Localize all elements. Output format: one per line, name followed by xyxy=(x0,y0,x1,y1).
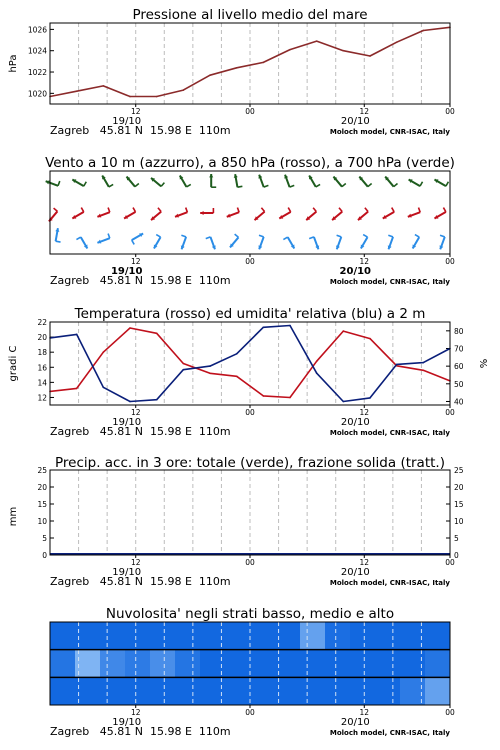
cloud-cell xyxy=(300,677,325,705)
cloud-cell xyxy=(325,677,350,705)
y2-tick-label: 40 xyxy=(454,397,464,407)
data-point xyxy=(129,401,131,403)
cloud-cell xyxy=(50,622,75,650)
data-point xyxy=(156,96,158,98)
y2-tick-label: 15 xyxy=(454,500,464,509)
wind-barb xyxy=(76,237,87,248)
barb-feather xyxy=(84,182,87,186)
barb-feather xyxy=(108,208,110,213)
wind-barb xyxy=(279,208,290,219)
barb-feather xyxy=(235,234,239,237)
wind-barb xyxy=(72,208,83,219)
data-point xyxy=(316,372,318,374)
wind-barb xyxy=(359,177,371,187)
wind-barb xyxy=(55,228,60,242)
barb-feather xyxy=(440,235,445,237)
wind-barb xyxy=(72,179,86,186)
date-label: 20/10 xyxy=(339,266,372,277)
cloud-cell xyxy=(125,650,150,678)
panel-5 xyxy=(50,606,455,738)
y2-tick-label: 20 xyxy=(454,483,464,492)
data-point xyxy=(103,387,105,389)
barb-feather xyxy=(237,186,242,187)
y-tick-label: 12 xyxy=(37,393,47,403)
panel-title: Temperatura (rosso) ed umidita' relativa (blu) a 2 m xyxy=(74,306,426,322)
cloud-cell xyxy=(150,622,175,650)
x-tick-label: 00 xyxy=(445,708,455,717)
data-point xyxy=(103,85,105,87)
wind-barb xyxy=(97,208,109,218)
barb-feather xyxy=(283,237,287,240)
barb-feather xyxy=(288,208,291,212)
wind-barb xyxy=(97,234,109,244)
date-label: 20/10 xyxy=(340,116,370,127)
barb-feather xyxy=(420,182,423,186)
model-credit: Moloch model, CNR-ISAC, Italy xyxy=(329,128,450,136)
cloud-cell xyxy=(350,650,375,678)
x-tick-label: 12 xyxy=(359,708,370,717)
wind-barb xyxy=(309,237,319,249)
y-tick-label: 18 xyxy=(37,348,47,358)
data-point xyxy=(263,62,265,64)
data-point xyxy=(236,353,238,355)
panel-3 xyxy=(8,306,490,438)
cloud-cell xyxy=(100,650,125,678)
date-label: 19/10 xyxy=(112,717,142,728)
y2-tick-label: 10 xyxy=(454,517,464,526)
wind-barb xyxy=(154,235,161,249)
x-tick-label: 12 xyxy=(130,257,141,266)
barb-feather xyxy=(290,185,295,187)
panel-title: Pressione al livello medio del mare xyxy=(132,7,368,23)
y2-tick-label: 70 xyxy=(454,344,464,354)
wind-barb xyxy=(434,179,448,186)
barb-feather xyxy=(158,208,161,212)
x-tick-label: 00 xyxy=(245,558,255,567)
data-point xyxy=(209,373,211,375)
cloud-cell xyxy=(325,650,350,678)
model-credit: Moloch model, CNR-ISAC, Italy xyxy=(329,278,450,286)
x-tick-label: 12 xyxy=(359,558,370,567)
y-tick-label: 22 xyxy=(37,318,47,327)
y-tick-label: 1024 xyxy=(27,46,47,56)
barb-head xyxy=(200,211,203,215)
data-point xyxy=(316,360,318,362)
wind-barb xyxy=(283,237,294,248)
wind-barb xyxy=(258,235,263,249)
barb-feather xyxy=(363,235,367,238)
barb-feather xyxy=(342,183,346,186)
wind-barb xyxy=(434,208,445,219)
wind-barb xyxy=(333,177,345,187)
model-credit: Moloch model, CNR-ISAC, Italy xyxy=(329,429,450,437)
cloud-cell xyxy=(125,622,150,650)
wind-barb xyxy=(124,208,135,219)
wind-barb xyxy=(175,208,187,218)
wind-barb xyxy=(102,175,113,186)
y-tick-label: 5 xyxy=(42,534,47,543)
location-label: Zagreb 45.81 N 15.98 E 110m xyxy=(50,124,231,137)
data-point xyxy=(236,67,238,69)
cloud-cell xyxy=(225,677,250,705)
barb-feather xyxy=(156,235,160,238)
barb-feather xyxy=(132,240,135,244)
wind-barb xyxy=(388,235,393,249)
data-point xyxy=(76,388,78,390)
wind-barb xyxy=(306,208,316,220)
cloud-cell xyxy=(250,677,275,705)
cloud-cell xyxy=(425,650,450,678)
cloud-cell xyxy=(300,650,325,678)
y-tick-label: 16 xyxy=(37,363,47,373)
wind-barb xyxy=(255,208,265,220)
model-credit: Moloch model, CNR-ISAC, Italy xyxy=(329,579,450,587)
barb-head xyxy=(209,174,213,177)
model-credit: Moloch model, CNR-ISAC, Italy xyxy=(329,729,450,737)
data-point xyxy=(423,369,425,371)
cloud-cell xyxy=(375,650,400,678)
data-point xyxy=(343,401,345,403)
data-point xyxy=(156,333,158,335)
location-label: Zagreb 45.81 N 15.98 E 110m xyxy=(50,575,231,588)
cloud-cell xyxy=(50,650,75,678)
y2-tick-label: 25 xyxy=(454,466,464,475)
panel-4 xyxy=(8,455,464,588)
cloud-cell xyxy=(150,677,175,705)
panel-title: Nuvolosita' negli strati basso, medio e alto xyxy=(105,606,395,622)
data-point xyxy=(423,362,425,364)
x-tick-label: 12 xyxy=(130,708,141,717)
cloud-cell xyxy=(250,650,275,678)
cloud-cell xyxy=(50,677,75,705)
cloud-cell xyxy=(350,677,375,705)
wind-barb xyxy=(46,180,60,185)
wind-barb xyxy=(361,235,368,249)
barb-feather xyxy=(365,208,368,212)
y-tick-label: 20 xyxy=(37,333,47,343)
panel-title: Vento a 10 m (azzurro), a 850 hPa (rosso), a 700 hPa (verde) xyxy=(45,155,455,171)
barb-feather xyxy=(309,237,314,239)
wind-barb xyxy=(151,178,164,186)
barb-feather xyxy=(54,208,58,211)
barb-feather xyxy=(108,234,110,239)
y-tick-label: 1026 xyxy=(27,25,47,35)
data-point xyxy=(129,327,131,329)
data-point xyxy=(103,351,105,353)
data-point xyxy=(209,365,211,367)
wind-barb xyxy=(336,235,341,249)
y2-axis-label: % xyxy=(479,358,490,369)
data-point xyxy=(183,89,185,91)
data-point xyxy=(263,395,265,397)
data-point xyxy=(289,325,291,327)
wind-barb xyxy=(206,237,216,249)
cloud-cell xyxy=(175,622,200,650)
x-tick-label: 00 xyxy=(445,558,455,567)
wind-barb xyxy=(180,175,191,186)
cloud-cell xyxy=(300,622,325,650)
barb-feather xyxy=(392,208,395,212)
cloud-cell xyxy=(375,677,400,705)
cloud-cell xyxy=(100,622,125,650)
location-label: Zagreb 45.81 N 15.98 E 110m xyxy=(50,274,231,287)
wind-barb xyxy=(132,233,143,244)
wind-barb xyxy=(332,208,342,220)
data-point xyxy=(76,90,78,92)
data-point xyxy=(129,96,131,98)
y-axis-label: gradi C xyxy=(8,345,19,382)
data-point xyxy=(289,49,291,51)
data-point xyxy=(369,338,371,340)
data-point xyxy=(209,74,211,76)
barb-feather xyxy=(133,208,136,212)
y-tick-label: 0 xyxy=(42,551,47,560)
cloud-cell xyxy=(175,650,200,678)
x-tick-label: 00 xyxy=(245,107,255,116)
y-tick-label: 20 xyxy=(37,483,47,492)
barb-feather xyxy=(81,208,84,212)
location-label: Zagreb 45.81 N 15.98 E 110m xyxy=(50,425,231,438)
cloud-cell xyxy=(350,622,375,650)
cloud-cell xyxy=(425,677,450,705)
barb-feather xyxy=(206,237,211,239)
x-tick-label: 12 xyxy=(359,257,370,266)
x-tick-label: 00 xyxy=(245,257,255,266)
wind-barb xyxy=(284,175,294,187)
barb-feather xyxy=(237,208,239,213)
plot-frame xyxy=(50,23,450,104)
barb-feather xyxy=(135,183,139,186)
wind-barb xyxy=(181,235,186,249)
barb-feather xyxy=(339,208,342,212)
cloud-cell xyxy=(325,622,350,650)
barb-feather xyxy=(415,235,419,238)
barb-feather xyxy=(58,181,60,186)
cloud-cell xyxy=(125,677,150,705)
wind-barb xyxy=(385,177,397,187)
wind-barb xyxy=(413,235,420,249)
wind-barb xyxy=(234,174,243,187)
barb-feather xyxy=(56,241,61,242)
y2-tick-label: 60 xyxy=(454,362,464,372)
x-tick-label: 00 xyxy=(445,257,455,266)
y-tick-label: 1020 xyxy=(27,89,47,99)
wind-barb xyxy=(309,175,320,186)
y-axis-label: mm xyxy=(8,506,19,527)
cloud-cell xyxy=(375,622,400,650)
wind-barb xyxy=(209,174,216,187)
data-point xyxy=(289,397,291,399)
barb-feather xyxy=(443,208,446,212)
location-label: Zagreb 45.81 N 15.98 E 110m xyxy=(50,725,231,738)
date-label: 19/10 xyxy=(110,266,143,277)
cloud-cell xyxy=(250,622,275,650)
data-point xyxy=(369,55,371,57)
data-point xyxy=(183,363,185,365)
data-point xyxy=(396,41,398,43)
x-tick-label: 00 xyxy=(245,408,255,417)
y2-tick-label: 80 xyxy=(454,326,464,336)
data-point xyxy=(156,399,158,401)
wind-barb xyxy=(409,179,423,186)
data-point xyxy=(396,364,398,366)
cloud-cell xyxy=(100,677,125,705)
y2-tick-label: 5 xyxy=(454,534,459,543)
wind-barb xyxy=(408,208,420,218)
barb-feather xyxy=(446,182,449,186)
data-point xyxy=(369,397,371,399)
y-tick-label: 1022 xyxy=(27,68,47,78)
date-label: 20/10 xyxy=(340,567,370,578)
x-tick-label: 00 xyxy=(445,408,455,417)
y-tick-label: 14 xyxy=(37,378,47,388)
cloud-cell xyxy=(225,622,250,650)
wind-barb xyxy=(227,208,239,218)
y-axis-label: hPa xyxy=(8,54,19,73)
barb-feather xyxy=(368,183,372,186)
barb-feather xyxy=(259,235,264,237)
barb-feather xyxy=(418,208,420,213)
barb-feather xyxy=(313,208,316,212)
panel-title: Precip. acc. in 3 ore: totale (verde), frazione solida (tratt.) xyxy=(55,455,445,471)
data-point xyxy=(343,50,345,52)
cloud-cell xyxy=(425,622,450,650)
cloud-cell xyxy=(225,650,250,678)
barb-feather xyxy=(261,208,264,212)
date-label: 20/10 xyxy=(340,417,370,428)
y2-tick-label: 0 xyxy=(454,551,459,560)
x-tick-label: 12 xyxy=(359,107,370,116)
wind-barb xyxy=(230,234,238,247)
wind-barb xyxy=(383,208,394,219)
x-tick-label: 12 xyxy=(130,558,141,567)
barb-feather xyxy=(394,183,398,186)
barb-feather xyxy=(76,237,80,240)
data-point xyxy=(76,334,78,336)
data-point xyxy=(236,376,238,378)
panel-1 xyxy=(8,7,455,137)
panel-2 xyxy=(45,155,455,287)
barb-feather xyxy=(264,185,269,187)
barb-feather xyxy=(186,184,190,187)
wind-barb xyxy=(127,177,139,187)
date-label: 19/10 xyxy=(112,417,142,428)
date-label: 19/10 xyxy=(112,116,142,127)
y-tick-label: 15 xyxy=(37,500,47,509)
y-tick-label: 10 xyxy=(37,517,47,526)
x-tick-label: 00 xyxy=(245,708,255,717)
barb-feather xyxy=(316,184,320,187)
barb-feather xyxy=(109,184,113,187)
data-point xyxy=(316,40,318,42)
wind-barb xyxy=(439,235,444,249)
data-point xyxy=(263,326,265,328)
x-tick-label: 12 xyxy=(130,107,141,116)
barb-feather xyxy=(186,208,188,213)
data-point xyxy=(423,30,425,32)
wind-barb xyxy=(258,175,268,187)
wind-barb xyxy=(200,208,213,215)
date-label: 20/10 xyxy=(340,717,370,728)
y2-tick-label: 50 xyxy=(454,379,464,389)
date-label: 19/10 xyxy=(112,567,142,578)
barb-feather xyxy=(337,235,342,237)
data-point xyxy=(183,369,185,371)
wind-barb xyxy=(358,208,368,220)
cloud-cell xyxy=(175,677,200,705)
x-tick-label: 12 xyxy=(359,408,370,417)
barb-feather xyxy=(388,235,393,237)
x-tick-label: 12 xyxy=(130,408,141,417)
cloud-cell xyxy=(150,650,175,678)
y-tick-label: 25 xyxy=(37,466,47,475)
x-tick-label: 00 xyxy=(445,107,455,116)
barb-feather xyxy=(161,183,164,187)
wind-barb xyxy=(151,208,161,220)
barb-feather xyxy=(181,235,186,237)
data-point xyxy=(343,330,345,332)
